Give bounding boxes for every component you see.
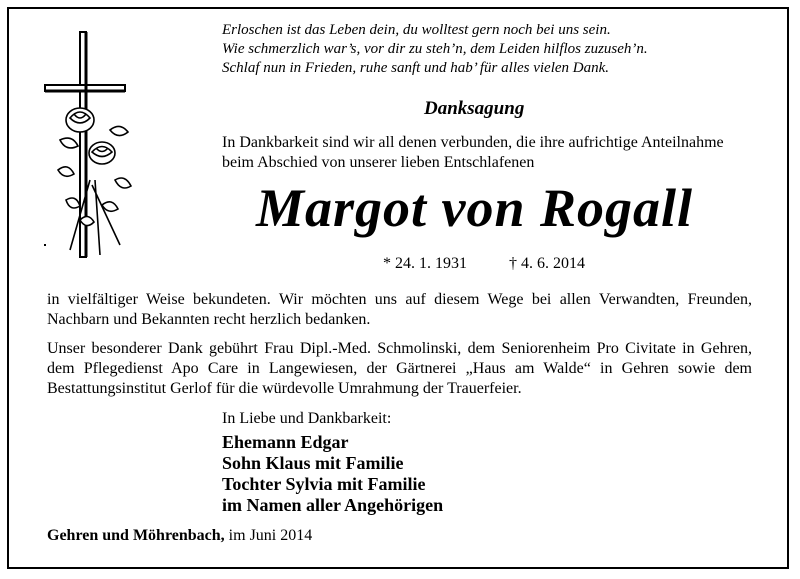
thanks-paragraph: in vielfältiger Weise bekundeten. Wir möchten uns auf diesem Wege bei allen Verwandten, Freunden, Nachbarn und Bekannten recht herzlich bedanken. [47,291,752,328]
notice-title: Danksagung [424,98,525,119]
signature-line: Tochter Sylvia mit Familie [222,474,426,494]
place-location: Gehren und Möhrenbach, [47,527,225,544]
deceased-name: Margot von Rogall [256,178,694,238]
memorial-poem [222,21,648,78]
intro-line: In Dankbarkeit sind wir all denen verbunden, die ihre aufrichtige Anteilnahme [222,134,724,151]
poem-line: Schlaf nun in Frieden, ruhe sanft und hab’ für alles vielen Dank. [222,60,610,76]
closing-phrase: In Liebe und Dankbarkeit: [222,410,392,427]
birth-date: * 24. 1. 1931 [383,255,467,272]
intro-text [222,133,724,173]
signature-line: im Namen aller Angehörigen [222,495,444,515]
family-signatures [222,432,443,516]
cross-with-roses-icon [40,30,140,265]
signature-line: Ehemann Edgar [222,432,349,452]
special-thanks-paragraph: Unser besonderer Dank gebührt Frau Dipl.-Med. Schmolinski, dem Seniorenheim Pro Civitate in Gehren, dem Pflegedienst Apo Care in Langewiesen, der Gärtnerei „Haus am Walde“ in Gehren sowie dem Bestattungsinstitut Gerlof für die würdevolle Umrahmung der Trauerfeier. [47,340,752,397]
place-date: im Juni 2014 [224,527,313,544]
signature-line: Sohn Klaus mit Familie [222,453,404,473]
place-and-date [47,527,312,545]
intro-line: beim Abschied von unserer lieben Entschlafenen [222,154,535,171]
death-date: † 4. 6. 2014 [509,255,585,272]
poem-line: Erloschen ist das Leben dein, du wolltest gern noch bei uns sein. [222,22,611,38]
poem-line: Wie schmerzlich war’s, vor dir zu steh’n, dem Leiden hilflos zuzuseh’n. [222,41,648,57]
